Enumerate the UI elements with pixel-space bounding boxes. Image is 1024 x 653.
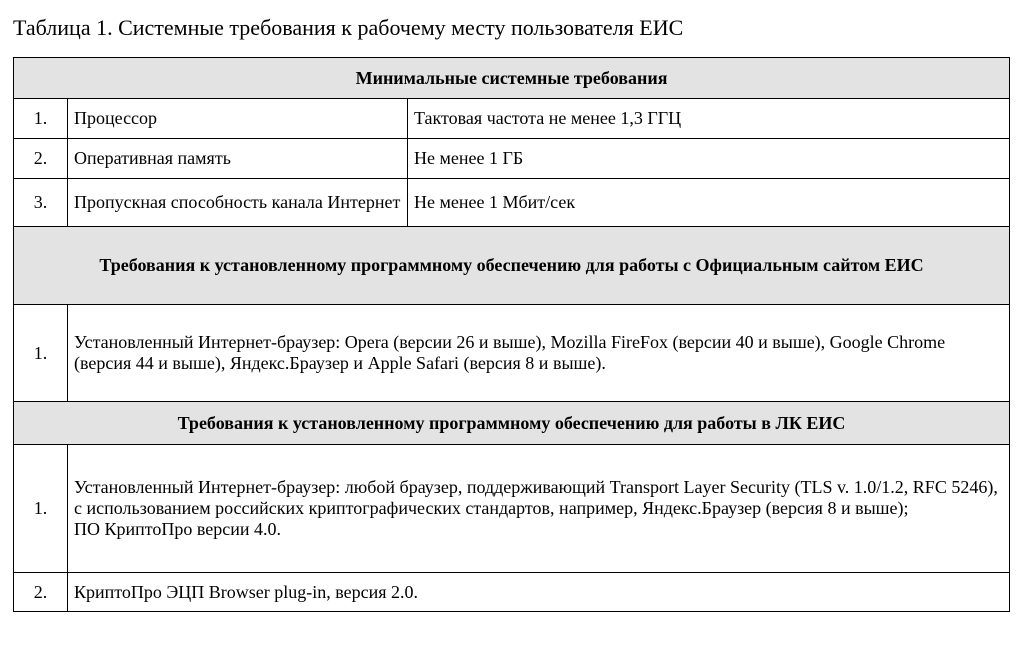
- row-number: 2.: [14, 139, 68, 179]
- table-row: [14, 139, 1010, 179]
- section-title: Требования к установленному программному обеспечению для работы с Официальным сайтом ЕИС: [14, 227, 1010, 305]
- row-number: 1.: [14, 445, 68, 573]
- section-title: Минимальные системные требования: [14, 58, 1010, 99]
- section-header-official-site: [14, 227, 1010, 305]
- row-number: 2.: [14, 573, 68, 612]
- table-row: [14, 445, 1010, 573]
- table-caption: Таблица 1. Системные требования к рабочему месту пользователя ЕИС: [13, 15, 684, 40]
- table-row: [14, 305, 1010, 402]
- requirement-text: Установленный Интернет-браузер: Opera (версии 26 и выше), Mozilla FireFox (версии 40 и выше), Google Chrome (версия 44 и выше), Яндекс.Браузер и Apple Safari (версия 8 и выше).: [68, 305, 1010, 402]
- requirement-text: Установленный Интернет-браузер: любой браузер, поддерживающий Transport Layer Security (TLS v. 1.0/1.2, RFC 5246), с использованием российских криптографических стандартов, например, Яндекс.Браузер (версия 8 и выше);: [74, 477, 998, 518]
- section-title: Требования к установленному программному обеспечению для работы в ЛК ЕИС: [14, 402, 1010, 445]
- requirement-text-cell: [68, 445, 1010, 573]
- requirement-text-extra: ПО КриптоПро версии 4.0.: [74, 519, 282, 539]
- requirement-name: Процессор: [68, 99, 408, 139]
- system-requirements-table: [13, 57, 1010, 612]
- requirement-name: Оперативная память: [68, 139, 408, 179]
- table-row: [14, 99, 1010, 139]
- row-number: 3.: [14, 179, 68, 227]
- section-header-minimal: [14, 58, 1010, 99]
- requirement-value: Не менее 1 ГБ: [408, 139, 1010, 179]
- requirement-value: Не менее 1 Мбит/сек: [408, 179, 1010, 227]
- table-row: [14, 573, 1010, 612]
- requirement-text: КриптоПро ЭЦП Browser plug-in, версия 2.0.: [68, 573, 1010, 612]
- requirement-name: Пропускная способность канала Интернет: [68, 179, 408, 227]
- table-row: [14, 179, 1010, 227]
- row-number: 1.: [14, 99, 68, 139]
- requirement-value: Тактовая частота не менее 1,3 ГГЦ: [408, 99, 1010, 139]
- section-header-personal-account: [14, 402, 1010, 445]
- row-number: 1.: [14, 305, 68, 402]
